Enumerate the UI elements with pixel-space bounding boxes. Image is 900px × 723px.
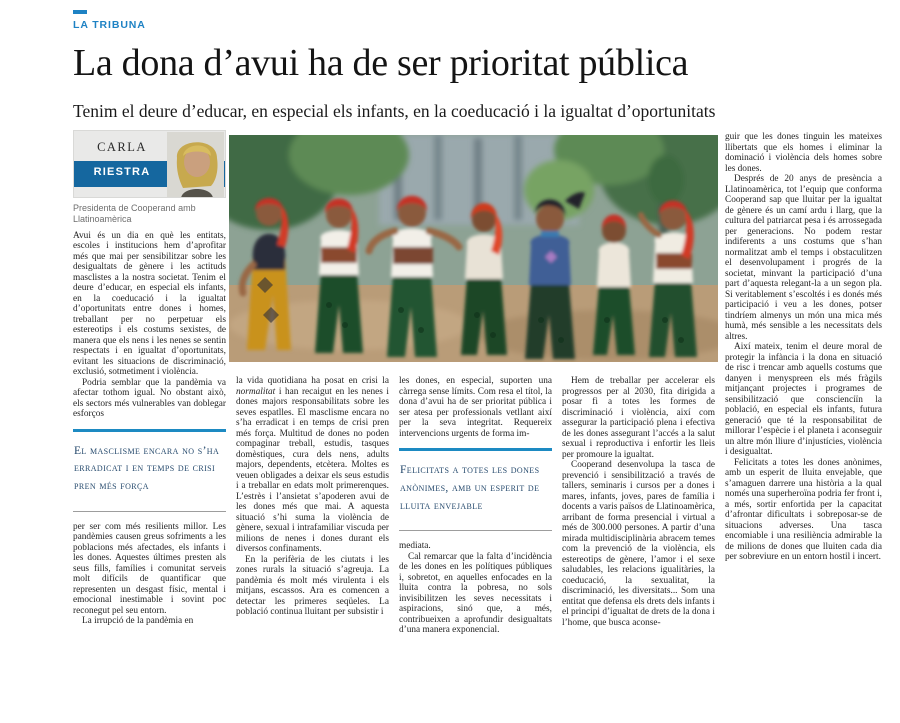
article-paragraph: guir que les dones tinguin les mateixes llibertats que els homes i eliminar la dominació i violència dels homes sobre les dones. [725, 132, 882, 174]
article-subhead: Tenim el deure d’educar, en especial els infants, en la coeducació i la igualtat d’oportunitats [73, 100, 716, 121]
article-paragraph: Així mateix, tenim el deure moral de protegir la infància i la dona en situació de risc i trencar amb aquells costums que danyen i menyspreen els més fràgils mitjançant projectes i programes de sensibilització que conscienciïn la població, en especial els infants, futura generació que té la responsabilitat de millorar l’espècie i el planeta i aconseguir un altre món lliure d’injustícies, violència i desigualtat. [725, 342, 882, 457]
article-body [73, 130, 887, 710]
section-kicker: LA TRIBUNA [73, 19, 146, 31]
article-paragraph: Després de 20 anys de presència a Llatinoamèrica, tot l’equip que conforma Cooperand sap que lluitar per la igualtat de gènere és un camí ardu i llarg, que la cultura del patriarcat pesa i és arrossegada per generacions. No podem restar indiferents a uns costums que s’han normalitzat amb el temps i obstaculitzen el desenvolupament i progrés de la societat, minvant la participació d’una part d’aquesta relegant-la a un segon pla. Si veritablement s’escoltés i es donés més participació i veu a les dones, potser tindríem almenys un món una mica més humà, més sensible a les necessitats dels altres. [725, 174, 882, 342]
column-3 [399, 376, 552, 636]
article-paragraph: les dones, en especial, suporten una càrrega sense límits. Com resa el títol, la dona d’avui ha de ser prioritat pública i ser atesa per professionals vetllant així per la seva integritat. Requereix intervencions urgents de forma im- [399, 376, 552, 439]
pullquote-text: Felicitats a totes les dones anònimes, amb un esperit de lluita envejable [400, 464, 540, 512]
column-1 [73, 130, 226, 627]
article-paragraph: Cal remarcar que la falta d’incidència de les dones en les polítiques públiques i, sobretot, en aquelles enfocades en la lluita contra la pobresa, no sols invisibilitzen les seves necessitats i aspiracions, sinó que, a més, contribueixen a aprofundir desigualtats d’una manera exponencial. [399, 551, 552, 636]
byline-last-name: RIESTRA [93, 166, 151, 178]
article-paragraph: mediata. [399, 541, 431, 552]
byline-box [73, 130, 226, 198]
article-paragraph: Avui és un dia en què les entitats, escoles i institucions hem d’aprofitar més que mai per sensibilitzar sobre les desigualtats de gènere i les actituds masclistes a la nostra societat. Tenim el deure d’educar, en especial els infants, en la coeducació i la igualtat d’oportunitats entre dones i homes, treballant per no perpetuar els estereotips i els costums sexistes, de manera que els nens i les nenes se sentin respectats i en igualtat d’oportunitats, evitant les situacions de discriminació, exclusió, sotmetiment i violència. [73, 230, 226, 377]
page-header [73, 10, 887, 122]
article-photo-illustration [229, 135, 718, 362]
pullquote-1 [73, 429, 226, 512]
article-paragraph: la vida quotidiana ha posat en crisi la normalitat i han recaigut en les nenes i dones majors responsabilitats sobre les seves espatlles. El masclisme encara no s’ha erradicat i en temps de crisi pren més força. Multitud de dones no poden compaginar treball, estudis, tasques domèstiques, cura dels nens, adults majors, dependents, etcètera. Moltes es veuen obligades a deixar els seus estudis i a treballar en edats molt primerenques. L’estrès i l’ansietat s’apoderen avui de les dones més que mai. A aquesta situació s’hi suma la violència de gènere, sexual i intrafamiliar viscuda per milions de nenes i dones durant els diversos confinaments. [236, 376, 389, 554]
column-5 [725, 132, 882, 563]
article-photo [229, 135, 718, 362]
kicker-accent-tick [73, 10, 87, 14]
italic-term: normalitat [236, 386, 276, 397]
article-paragraph: Podria semblar que la pandèmia va afectar tothom igual. No obstant això, els sectors més vulnerables van doblegar esforços [73, 377, 226, 419]
column-4 [562, 376, 715, 628]
article-paragraph: La irrupció de la pandèmia en [82, 616, 194, 627]
pullquote-2 [399, 448, 552, 531]
byline-first-name: CARLA [97, 140, 147, 154]
pullquote-text: El masclisme encara no s’ha erradicat i en temps de crisi pren més força [74, 444, 220, 493]
article-paragraph: Cooperand desenvolupa la tasca de prevenció i sensibilització a través de tallers, seminaris i cursos per a dones i mares, infants, joves, pares de família i docents a varis països de Llatinoamèrica, arribant de forma presencial i virtual a més de 300.000 persones. A partir d’una mirada multidisciplinària abracem temes com la prevenció de la violència, els estereotips de gènere, l’amor i el sexe saludables, les relacions igualitàries, la coeducació, la sexualitat, la discriminació, les diversitats... Som una entitat que defensa els drets dels infants i el principi d’igualtat de drets de la dona i l’home, que busca aconse- [562, 460, 715, 628]
article-headline: La dona d’avui ha de ser prioritat pública [73, 42, 689, 84]
article-paragraph: Felicitats a totes les dones anònimes, amb un esperit de lluita envejable, que s’amaguen darrere una història a la qual només una superheroïna podria fer front i, a més, sortir enfortida per la capacitat d’afrontar dificultats i sobreposar-se de situacions adverses. Una tasca encomiable i una resiliència admirable la de milions de dones que lluiten cada dia per sobreviure en un entorn hostil i incert. [725, 457, 882, 562]
article-paragraph: En la perifèria de les ciutats i les zones rurals la situació s’agreuja. La pandèmia és molt més virulenta i els mitjans, escassos. Ara es comencen a detectar les primeres seqüeles. La població continua lluitant per subsistir i [236, 554, 389, 617]
author-portrait [167, 132, 224, 198]
article-paragraph: per ser com més resilients millor. Les pandèmies causen greus sofriments a les poblacions més afectades, els infants i les dones. Aquestes últimes presten als seus fills, famílies i comunitat serveis molt difícils de quantificar que representen un desgast físic, mental i emocional inestimable i sovint poc reconegut pel seu entorn. [73, 521, 226, 616]
byline-title: Presidenta de Cooperand amb Llatinoamèrica [73, 203, 196, 225]
column-2 [236, 376, 389, 618]
article-paragraph: Hem de treballar per accelerar els progressos per al 2030, fita dirigida a posar fi a totes les formes de discriminació i violència, així com assegurar la participació plena i efectiva de les dones assegurant l’accés a la salut sexual i reproductiva i enfortir les lleis per promoure la igualtat. [562, 376, 715, 460]
